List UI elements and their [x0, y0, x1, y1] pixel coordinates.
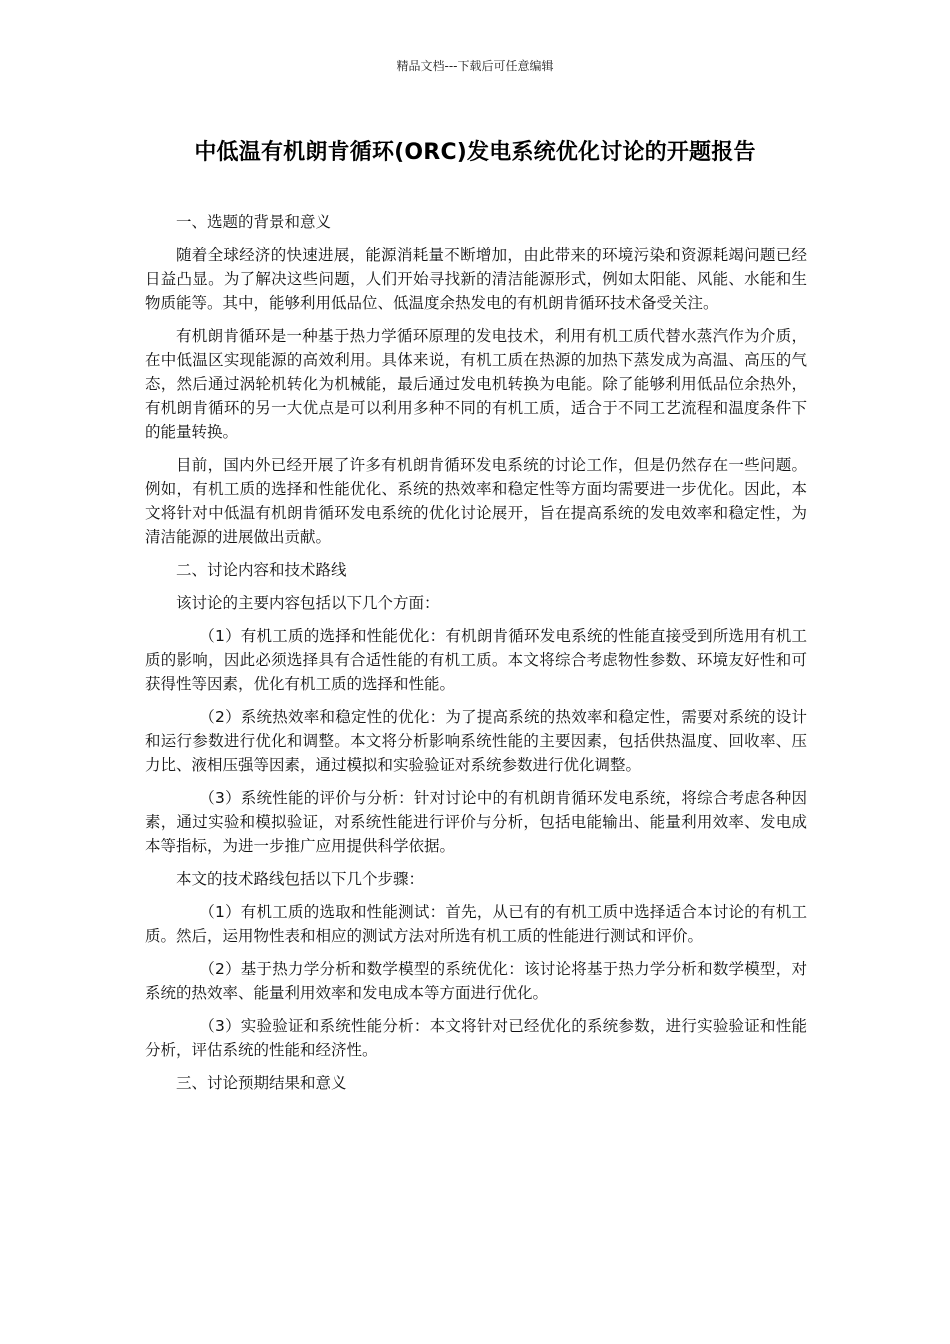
- paragraph-background-2: 有机朗肯循环是一种基于热力学循环原理的发电技术，利用有机工质代替水蒸汽作为介质，在中低温区实现能源的高效利用。具体来说，有机工质在热源的加热下蒸发成为高温、高压的气态，然后通过涡轮机转化为机械能，最后通过发电机转换为电能。除了能够利用低品位余热外，有机朗肯循环的另一大优点是可以利用多种不同的有机工质，适合于不同工艺流程和温度条件下的能量转换。: [145, 327, 807, 441]
- paragraph-background-3: 目前，国内外已经开展了许多有机朗肯循环发电系统的讨论工作，但是仍然存在一些问题。例如，有机工质的选择和性能优化、系统的热效率和稳定性等方面均需要进一步优化。因此，本文将针对中低温有机朗肯循环发电系统的优化讨论展开，旨在提高系统的发电效率和稳定性，为清洁能源的进展做出贡献。: [145, 456, 807, 546]
- list-item-route-1: （1）有机工质的选取和性能测试：首先，从已有的有机工质中选择适合本讨论的有机工质。然后，运用物性表和相应的测试方法对所选有机工质的性能进行测试和评价。: [145, 903, 807, 945]
- section-heading-content: 二、讨论内容和技术路线: [176, 561, 347, 579]
- list-item-route-3: （3）实验验证和系统性能分析：本文将针对已经优化的系统参数，进行实验验证和性能分析，评估系统的性能和经济性。: [145, 1017, 807, 1059]
- list-item-route-2: （2）基于热力学分析和数学模型的系统优化：该讨论将基于热力学分析和数学模型，对系统的热效率、能量利用效率和发电成本等方面进行优化。: [145, 960, 807, 1002]
- document-body: [145, 210, 807, 1104]
- document-title: 中低温有机朗肯循环(ORC)发电系统优化讨论的开题报告: [194, 140, 756, 165]
- paragraph-background-1: 随着全球经济的快速进展，能源消耗量不断增加，由此带来的环境污染和资源耗竭问题已经日益凸显。为了解决这些问题，人们开始寻找新的清洁能源形式，例如太阳能、风能、水能和生物质能等。其中，能够利用低品位、低温度余热发电的有机朗肯循环技术备受关注。: [145, 246, 807, 312]
- page-header-note: 精品文档---下载后可任意编辑: [396, 59, 554, 73]
- list-item-content-2: （2）系统热效率和稳定性的优化：为了提高系统的热效率和稳定性，需要对系统的设计和运行参数进行优化和调整。本文将分析影响系统性能的主要因素，包括供热温度、回收率、压力比、液相压强等因素，通过模拟和实验验证对系统参数进行优化调整。: [145, 708, 807, 774]
- section-heading-results: 三、讨论预期结果和意义: [176, 1074, 347, 1092]
- paragraph-route-intro: 本文的技术路线包括以下几个步骤：: [176, 870, 425, 888]
- list-item-content-3: （3）系统性能的评价与分析：针对讨论中的有机朗肯循环发电系统，将综合考虑各种因素，通过实验和模拟验证，对系统性能进行评价与分析，包括电能输出、能量利用效率、发电成本等指标，为进一步推广应用提供科学依据。: [145, 789, 807, 855]
- paragraph-content-intro: 该讨论的主要内容包括以下几个方面：: [176, 594, 440, 612]
- list-item-content-1: （1）有机工质的选择和性能优化：有机朗肯循环发电系统的性能直接受到所选用有机工质的影响，因此必须选择具有合适性能的有机工质。本文将综合考虑物性参数、环境友好性和可获得性等因素，优化有机工质的选择和性能。: [145, 627, 807, 693]
- section-heading-background: 一、选题的背景和意义: [176, 213, 332, 231]
